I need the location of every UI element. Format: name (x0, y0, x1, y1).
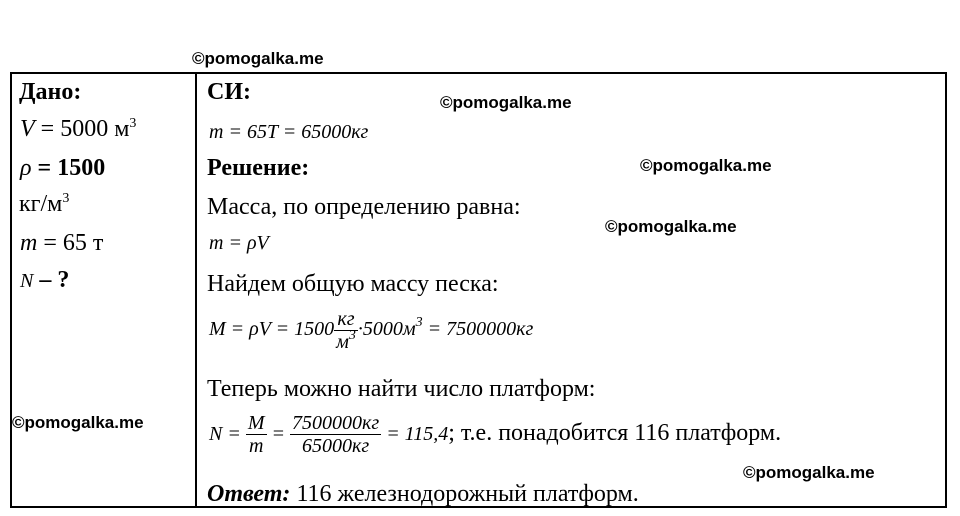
given-unknown: N – ? (20, 267, 70, 293)
given-title: Дано: (19, 79, 82, 105)
watermark: ©pomogalka.me (192, 49, 324, 68)
watermark: ©pomogalka.me (605, 217, 737, 236)
solution-line-1: Масса, по определению равна: (207, 194, 521, 220)
solution-line-3: Теперь можно найти число платформ: (207, 376, 596, 402)
formula-mass-definition: m = ρV (209, 232, 269, 254)
watermark: ©pomogalka.me (440, 93, 572, 112)
si-title: СИ: (207, 79, 251, 105)
answer-line: Ответ: 116 железнодорожный платформ. (207, 481, 639, 507)
watermark: ©pomogalka.me (12, 413, 144, 432)
formula-total-mass: M = ρV = 1500 $\frac{кг}{м^3}$ $\cdot 5000м^3 = 7500000кг$ (209, 308, 534, 353)
si-formula: m = 65T = 65000кг (209, 121, 369, 143)
watermark: ©pomogalka.me (640, 156, 772, 175)
formula-platforms: N = $\frac{M}{m}$ = $\frac{7500000кг}{65000кг}$ = 115,4; т.е. понадобится 116 платформ. (209, 412, 782, 457)
given-mass: m = 65 т (20, 230, 104, 256)
given-volume: V = 5000 $м^3$ (20, 116, 137, 142)
given-density-unit: $кг/м^3$ (19, 191, 70, 217)
given-density: ρ = 1500 (20, 155, 106, 181)
solution-line-2: Найдем общую массу песка: (207, 271, 499, 297)
watermark: ©pomogalka.me (743, 463, 875, 482)
solution-title: Решение: (207, 155, 310, 181)
column-divider (195, 72, 197, 508)
